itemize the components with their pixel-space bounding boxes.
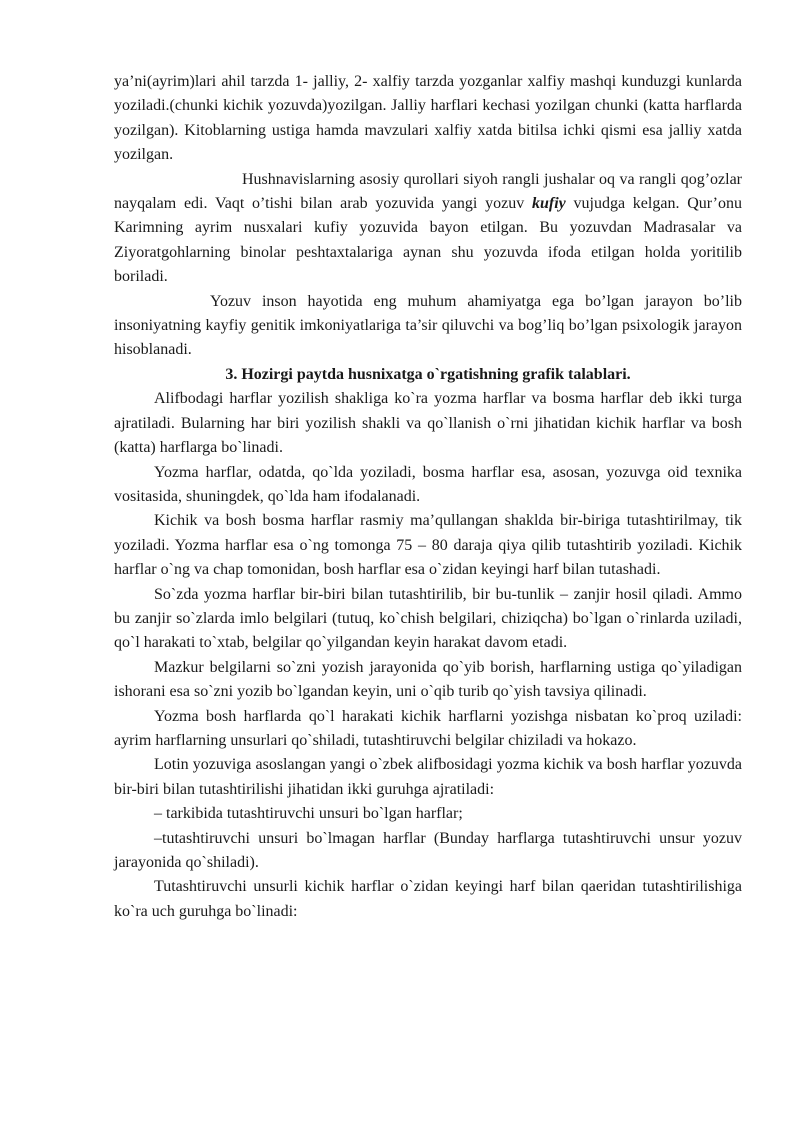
paragraph-2-text-a: Hushnavislarning asosiy qurollari siyoh rangli jushalar oq va rangli qog’ozlar nayqalam edi. Vaqt o’tishi bilan arab yozuvida yangi yozuv <box>114 170 742 213</box>
paragraph-4: Alifbodagi harflar yozilish shakliga ko`ra yozma harflar va bosma harflar deb ikki turga ajratiladi. Bularning har biri yozilish shakli va qo`llanish o`rni jihatidan kichik harflar va bosh (katta) harflarga bo`linadi. <box>114 390 742 457</box>
paragraph-2-text-b: vujudga kelgan. Qur’onu Karimning ayrim nusxalari kufiy yozuvida bayon etilgan. Bu yozuvdan Madrasalar va Ziyoratgohlarning binolar peshtaxtalariga aynan shu yozuvda ifoda etilgan holda yoritilib boriladi. <box>114 195 743 286</box>
paragraph-6: Kichik va bosh bosma harflar rasmiy ma’qullangan shaklda bir-biriga tutashtirilmay, tik yoziladi. Yozma harflar esa o`ng tomonga 75 – 80 daraja qiya qilib tutashtirib yoziladi. Kichik harflar o`ng va chap tomonidan, bosh harflar esa o`zidan keyingi harf bilan tutashadi. <box>114 512 742 579</box>
paragraph-3: Yozuv inson hayotida eng muhum ahamiyatga ega bo’lgan jarayon bo’lib insoniyatning kayfiy genitik imkoniyatlariga ta’sir qiluvchi va bog’liq bo’lgan psixologik jarayon hisoblanadi. <box>114 292 742 359</box>
paragraph-2 <box>114 168 742 290</box>
list-item-1: – tarkibida tutashtiruvchi unsuri bo`lgan harflar; <box>154 805 463 823</box>
paragraph-1: ya’ni(ayrim)lari ahil tarzda 1- jalliy, 2- xalfiy tarzda yozganlar xalfiy mashqi kunduzgi kunlarda yoziladi.(chunki kichik yozuvda)yozilgan. Jalliy harflari kechasi yozilgan chunki (katta harflarda yozilgan). Kitoblarning ustiga hamda mavzulari xalfiy xatda bitilsa ichki qismi esa jalliy xatda yozilgan. <box>114 73 742 164</box>
document-page <box>114 70 742 924</box>
section-heading: 3. Hozirgi paytda husnixatga o`rgatishning grafik talablari. <box>225 365 631 383</box>
paragraph-8: Mazkur belgilarni so`zni yozish jarayonida qo`yib borish, harflarning ustiga qo`yiladigan ishorani esa so`zni yozib bo`lgandan keyin, uni o`qib turib qo`yish tavsiya qilinadi. <box>114 658 742 701</box>
paragraph-9: Yozma bosh harflarda qo`l harakati kichik harflarni yozishga nisbatan ko`proq uziladi: ayrim harflarning unsurlari qo`shiladi, tutashtiruvchi belgilar chiziladi va hokazo. <box>114 707 742 749</box>
paragraph-5: Yozma harflar, odatda, qo`lda yoziladi, bosma harflar esa, asosan, yozuvga oid texnika vositasida, shuningdek, qo`lda ham ifodalanadi. <box>114 463 742 505</box>
paragraph-7: So`zda yozma harflar bir-biri bilan tutashtirilib, bir bu-tunlik – zanjir hosil qiladi. Ammo bu zanjir so`zlarda imlo belgilari (tutuq, ko`chish belgilari, chiziqcha) bo`lgan o`rinlarda uziladi, qo`l harakati to`xtab, belgilar qo`yilgandan keyin harakat davom etadi. <box>114 585 742 652</box>
list-item-2: –tutashtiruvchi unsuri bo`lmagan harflar (Bunday harflarga tutashtiruvchi unsur yozuv jarayonida qo`shiladi). <box>114 829 742 871</box>
kufiy-term: kufiy <box>531 195 566 213</box>
paragraph-10: Lotin yozuviga asoslangan yangi o`zbek alifbosidagi yozma kichik va bosh harflar yozuvda bir-biri bilan tutashtirilishi jihatidan ikki guruhga ajratiladi: <box>114 756 742 798</box>
paragraph-13: Tutashtiruvchi unsurli kichik harflar o`zidan keyingi harf bilan qaeridan tutashtirilishiga ko`ra uch guruhga bo`linadi: <box>114 878 742 920</box>
